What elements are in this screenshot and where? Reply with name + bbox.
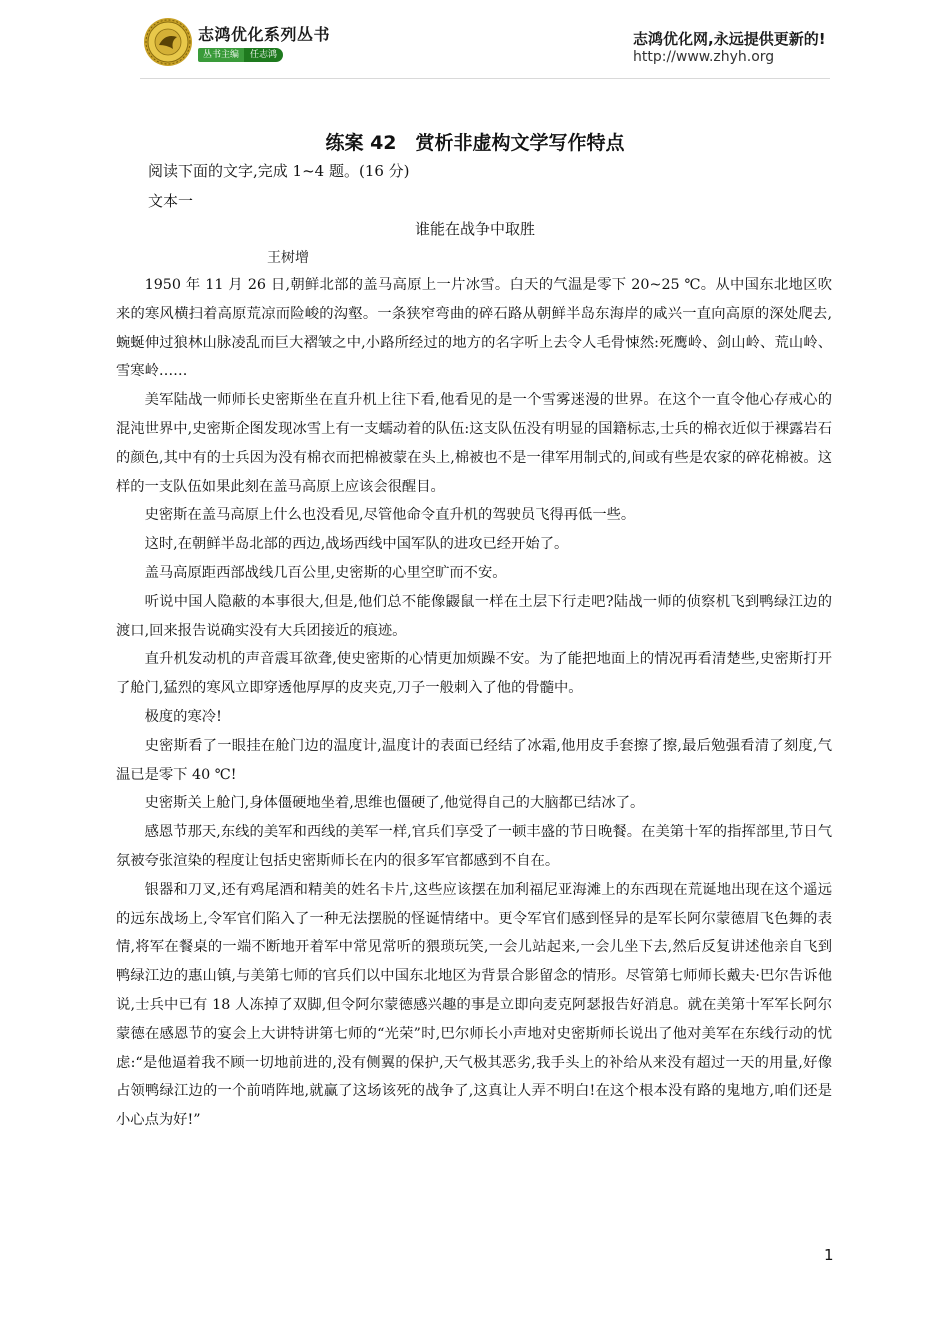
paragraph: 史密斯关上舱门,身体僵硬地坐着,思维也僵硬了,他觉得自己的大脑都已结冰了。 — [144, 795, 645, 812]
paragraph: 美军陆战一师师长史密斯坐在直升机上往下看,他看见的是一个雪雾迷漫的世界。在这个一直令他心存戒心的混沌世界中,史密斯企图发现冰雪上有一支蠕动着的队伍:这支队伍没有明显的国籍标志,士兵的棉衣近似于裸露岩石的颜色,其中有的士兵因为没有棉衣而把棉被蒙在头上,棉被也不是一律军用制式的,间或有些是农家的碎花棉被。这样的一支队伍如果此刻在盖马高原上应该会很醒目。 — [116, 392, 832, 495]
page-header — [0, 0, 950, 80]
paragraph: 史密斯看了一眼挂在舱门边的温度计,温度计的表面已经结了冰霜,他用皮手套擦了擦,最后勉强看清了刻度,气温已是零下 40 ℃! — [116, 737, 832, 783]
paragraph: 1950 年 11 月 26 日,朝鲜北部的盖马高原上一片冰雪。白天的气温是零下 20~25 ℃。从中国东北地区吹来的寒风横扫着高原荒凉而险峻的沟壑。一条狭窄弯曲的碎石路从朝鲜半岛东海岸的咸兴一直向高原的深处爬去,蜿蜒伸过狼林山脉凌乱而巨大褶皱之中,小路所经过的地方的名字听上去令人毛骨悚然:死鹰岭、剑山岭、荒山岭、雪寒岭…… — [116, 277, 832, 380]
publisher-logo-icon — [143, 17, 193, 67]
paragraph: 史密斯在盖马高原上什么也没看见,尽管他命令直升机的驾驶员飞得再低一些。 — [144, 507, 636, 524]
editor-label: 丛书主编 — [198, 48, 244, 62]
header-slogan: 志鸿优化网,永远提供更新的! — [633, 30, 826, 48]
article-title: 谁能在战争中取胜 — [414, 220, 535, 238]
paragraph: 感恩节那天,东线的美军和西线的美军一样,官兵们享受了一顿丰盛的节日晚餐。在美第十军的指挥部里,节日气氛被夸张渲染的程度让包括史密斯师长在内的很多军官都感到不自在。 — [116, 824, 832, 869]
editor-name: 任志鸿 — [244, 48, 283, 62]
paragraph: 盖马高原距西部战线几百公里,史密斯的心里空旷而不安。 — [144, 564, 507, 581]
header-divider — [140, 78, 830, 79]
exercise-title: 练案 42 赏析非虚构文学写作特点 — [325, 132, 625, 154]
header-website: http://www.zhyh.org — [633, 49, 775, 65]
paragraph: 银器和刀叉,还有鸡尾酒和精美的姓名卡片,这些应该摆在加利福尼亚海滩上的东西现在荒诞地出现在这个遥远的远东战场上,令军官们陷入了一种无法摆脱的怪诞情绪中。更令军官们感到怪异的是军长阿尔蒙德眉飞色舞的表情,将军在餐桌的一端不断地开着军中常见常听的猥琐玩笑,一会儿站起来,一会儿坐下去,然后反复讲述他亲自飞到鸭绿江边的惠山镇,与美第七师的官兵们以中国东北地区为背景合影留念的情形。尽管第七师师长戴夫·巴尔告诉他说,士兵中已有 18 人冻掉了双脚,但令阿尔蒙德感兴趣的事是立即向麦克阿瑟报告好消息。就在美第十军军长阿尔蒙德在感恩节的宴会上大讲特讲第七师的“光荣”时,巴尔师长小声地对史密斯师长说出了他对美军在东线行动的忧虑:“是他逼着我不顾一切地前进的,没有侧翼的保护,天气极其恶劣,我手头上的补给从来没有超过一天的用量,好像占领鸭绿江边的一个前哨阵地,就赢了这场该死的战争了,这真让人弄不明白!在这个根本没有路的鬼地方,咱们还是小心点为好!” — [116, 881, 832, 1129]
text-label: 文本一 — [148, 192, 194, 210]
article-body — [116, 271, 832, 1135]
editor-badge — [198, 48, 283, 62]
article-author: 王树增 — [267, 250, 309, 266]
paragraph: 听说中国人隐蔽的本事很大,但是,他们总不能像鼹鼠一样在土层下行走吧?陆战一师的侦察机飞到鸭绿江边的渡口,回来报告说确实没有大兵团接近的痕迹。 — [116, 593, 832, 639]
series-title: 志鸿优化系列丛书 — [198, 25, 331, 44]
instruction-text: 阅读下面的文字,完成 1~4 题。(16 分) — [148, 162, 410, 180]
page-number: 1 — [824, 1246, 834, 1264]
paragraph: 极度的寒冷! — [144, 708, 222, 725]
paragraph: 直升机发动机的声音震耳欲聋,使史密斯的心情更加烦躁不安。为了能把地面上的情况再看清楚些,史密斯打开了舱门,猛烈的寒风立即穿透他厚厚的皮夹克,刀子一般刺入了他的骨髓中。 — [116, 651, 832, 697]
paragraph: 这时,在朝鲜半岛北部的西边,战场西线中国军队的进攻已经开始了。 — [144, 536, 569, 553]
